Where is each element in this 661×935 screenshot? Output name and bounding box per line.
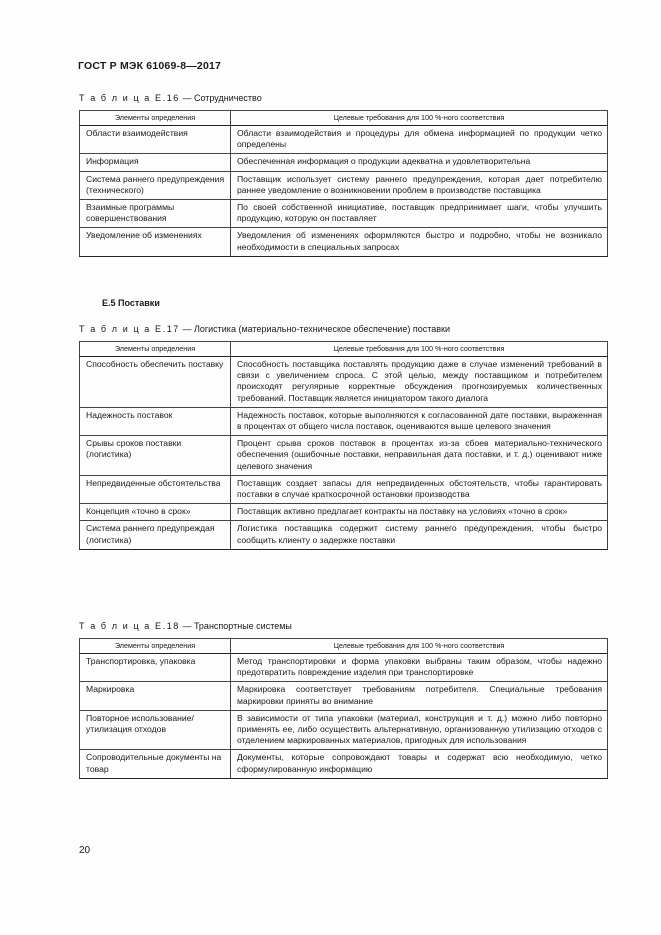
column-header: Элементы определения [80, 342, 231, 357]
definition-cell: Срывы сроков поставки (логистика) [80, 436, 231, 476]
table-row [80, 228, 608, 256]
table-label: Т а б л и ц а Е.17 [79, 324, 180, 334]
definition-cell: Маркировка [80, 682, 231, 710]
requirement-cell: Логистика поставщика содержит систему раннего предупреждения, чтобы быстро сообщить клиенту о задержке поставки [231, 521, 608, 549]
definition-cell: Области взаимодействия [80, 126, 231, 154]
requirement-cell: Области взаимодействия и процедуры для обмена информацией по продукции четко определены [231, 126, 608, 154]
definition-cell: Непредвиденные обстоятельства [80, 475, 231, 503]
table-header-row [80, 342, 608, 357]
requirement-cell: Уведомления об изменениях оформляются быстро и подробно, чтобы не возникало необходимости в специальных запросах [231, 228, 608, 256]
table-row [80, 407, 608, 435]
table-caption-e18 [79, 621, 292, 631]
definition-cell: Информация [80, 154, 231, 171]
requirement-cell: В зависимости от типа упаковки (материал, конструкция и т. д.) можно либо повторно применять ее, либо осуществить альтернативную, организованную утилизацию отходов с отделением маркированных материалов, пригодных для использования [231, 710, 608, 750]
table-e16 [79, 110, 608, 257]
table-header-row [80, 639, 608, 654]
requirement-cell: Обеспеченная информация о продукции адекватна и удовлетворительна [231, 154, 608, 171]
requirement-cell: Поставщик использует систему раннего предупреждения, которая дает потребителю раннее уведомление о возникновении проблем в производстве поставщика [231, 171, 608, 199]
table-e18 [79, 638, 608, 779]
definition-cell: Транспортировка, упаковка [80, 654, 231, 682]
table-row [80, 357, 608, 408]
column-header: Целевые требования для 100 %-ного соответствия [231, 342, 608, 357]
table-caption-e16 [79, 93, 262, 103]
table-label: Т а б л и ц а Е.16 [79, 93, 180, 103]
requirement-cell: Способность поставщика поставлять продукцию даже в случае изменений требований в связи с увеличением спроса. С этой целью, между поставщиком и потребителем происходят регулярные корректные обсуждения прогнозируемых количественных требований. Поставщик является инициатором такого диалога [231, 357, 608, 408]
requirement-cell: По своей собственной инициативе, поставщик предпринимает шаги, чтобы улучшить продукцию, которую он поставляет [231, 200, 608, 228]
definition-cell: Взаимные программы совершенствования [80, 200, 231, 228]
column-header: Элементы определения [80, 639, 231, 654]
requirement-cell: Надежность поставок, которые выполняются к согласованной дате поставки, выраженная в процентах от общего числа поставок, оцениваются выше целевого значения [231, 407, 608, 435]
definition-cell: Концепция «точно в срок» [80, 504, 231, 521]
table-row [80, 171, 608, 199]
table-row [80, 654, 608, 682]
table-row [80, 200, 608, 228]
table-title: — Транспортные системы [182, 621, 292, 631]
table-row [80, 436, 608, 476]
table-row [80, 521, 608, 549]
definition-cell: Способность обеспечить поставку [80, 357, 231, 408]
requirement-cell: Поставщик активно предлагает контракты на поставку на условиях «точно в срок» [231, 504, 608, 521]
table-row [80, 682, 608, 710]
table-e17 [79, 341, 608, 550]
table-title: — Сотрудничество [182, 93, 262, 103]
requirement-cell: Поставщик создает запасы для непредвиденных обстоятельств, чтобы гарантировать поставки в случае краткосрочной остановки производства [231, 475, 608, 503]
table-header-row [80, 111, 608, 126]
requirement-cell: Документы, которые сопровождают товары и содержат всю необходимую, четко сформулированную информацию [231, 750, 608, 778]
section-heading: Е.5 Поставки [102, 298, 160, 308]
table-row [80, 504, 608, 521]
table-label: Т а б л и ц а Е.18 [79, 621, 180, 631]
table-title: — Логистика (материально-техническое обеспечение) поставки [182, 324, 450, 334]
page-number: 20 [79, 845, 91, 856]
document-header: ГОСТ Р МЭК 61069-8—2017 [78, 60, 222, 72]
table-row [80, 126, 608, 154]
table-row [80, 154, 608, 171]
definition-cell: Уведомление об изменениях [80, 228, 231, 256]
requirement-cell: Процент срыва сроков поставок в процентах из-за сбоев материально-технического обеспечения (ошибочные поставки, неправильная дата поставки, и т. д.) оценивают ниже целевого значения [231, 436, 608, 476]
table-row [80, 750, 608, 778]
column-header: Элементы определения [80, 111, 231, 126]
table-row [80, 710, 608, 750]
column-header: Целевые требования для 100 %-ного соответствия [231, 639, 608, 654]
definition-cell: Надежность поставок [80, 407, 231, 435]
table-caption-e17 [79, 324, 450, 334]
definition-cell: Система раннего предупреждая (логистика) [80, 521, 231, 549]
requirement-cell: Метод транспортировки и форма упаковки выбраны таким образом, чтобы надежно предотвратить повреждение изделия при транспортировке [231, 654, 608, 682]
column-header: Целевые требования для 100 %-ного соответствия [231, 111, 608, 126]
definition-cell: Система раннего предупреждения (технического) [80, 171, 231, 199]
definition-cell: Повторное использование/ утилизация отходов [80, 710, 231, 750]
table-row [80, 475, 608, 503]
definition-cell: Сопроводительные документы на товар [80, 750, 231, 778]
requirement-cell: Маркировка соответствует требованиям потребителя. Специальные требования маркировки приняты во внимание [231, 682, 608, 710]
